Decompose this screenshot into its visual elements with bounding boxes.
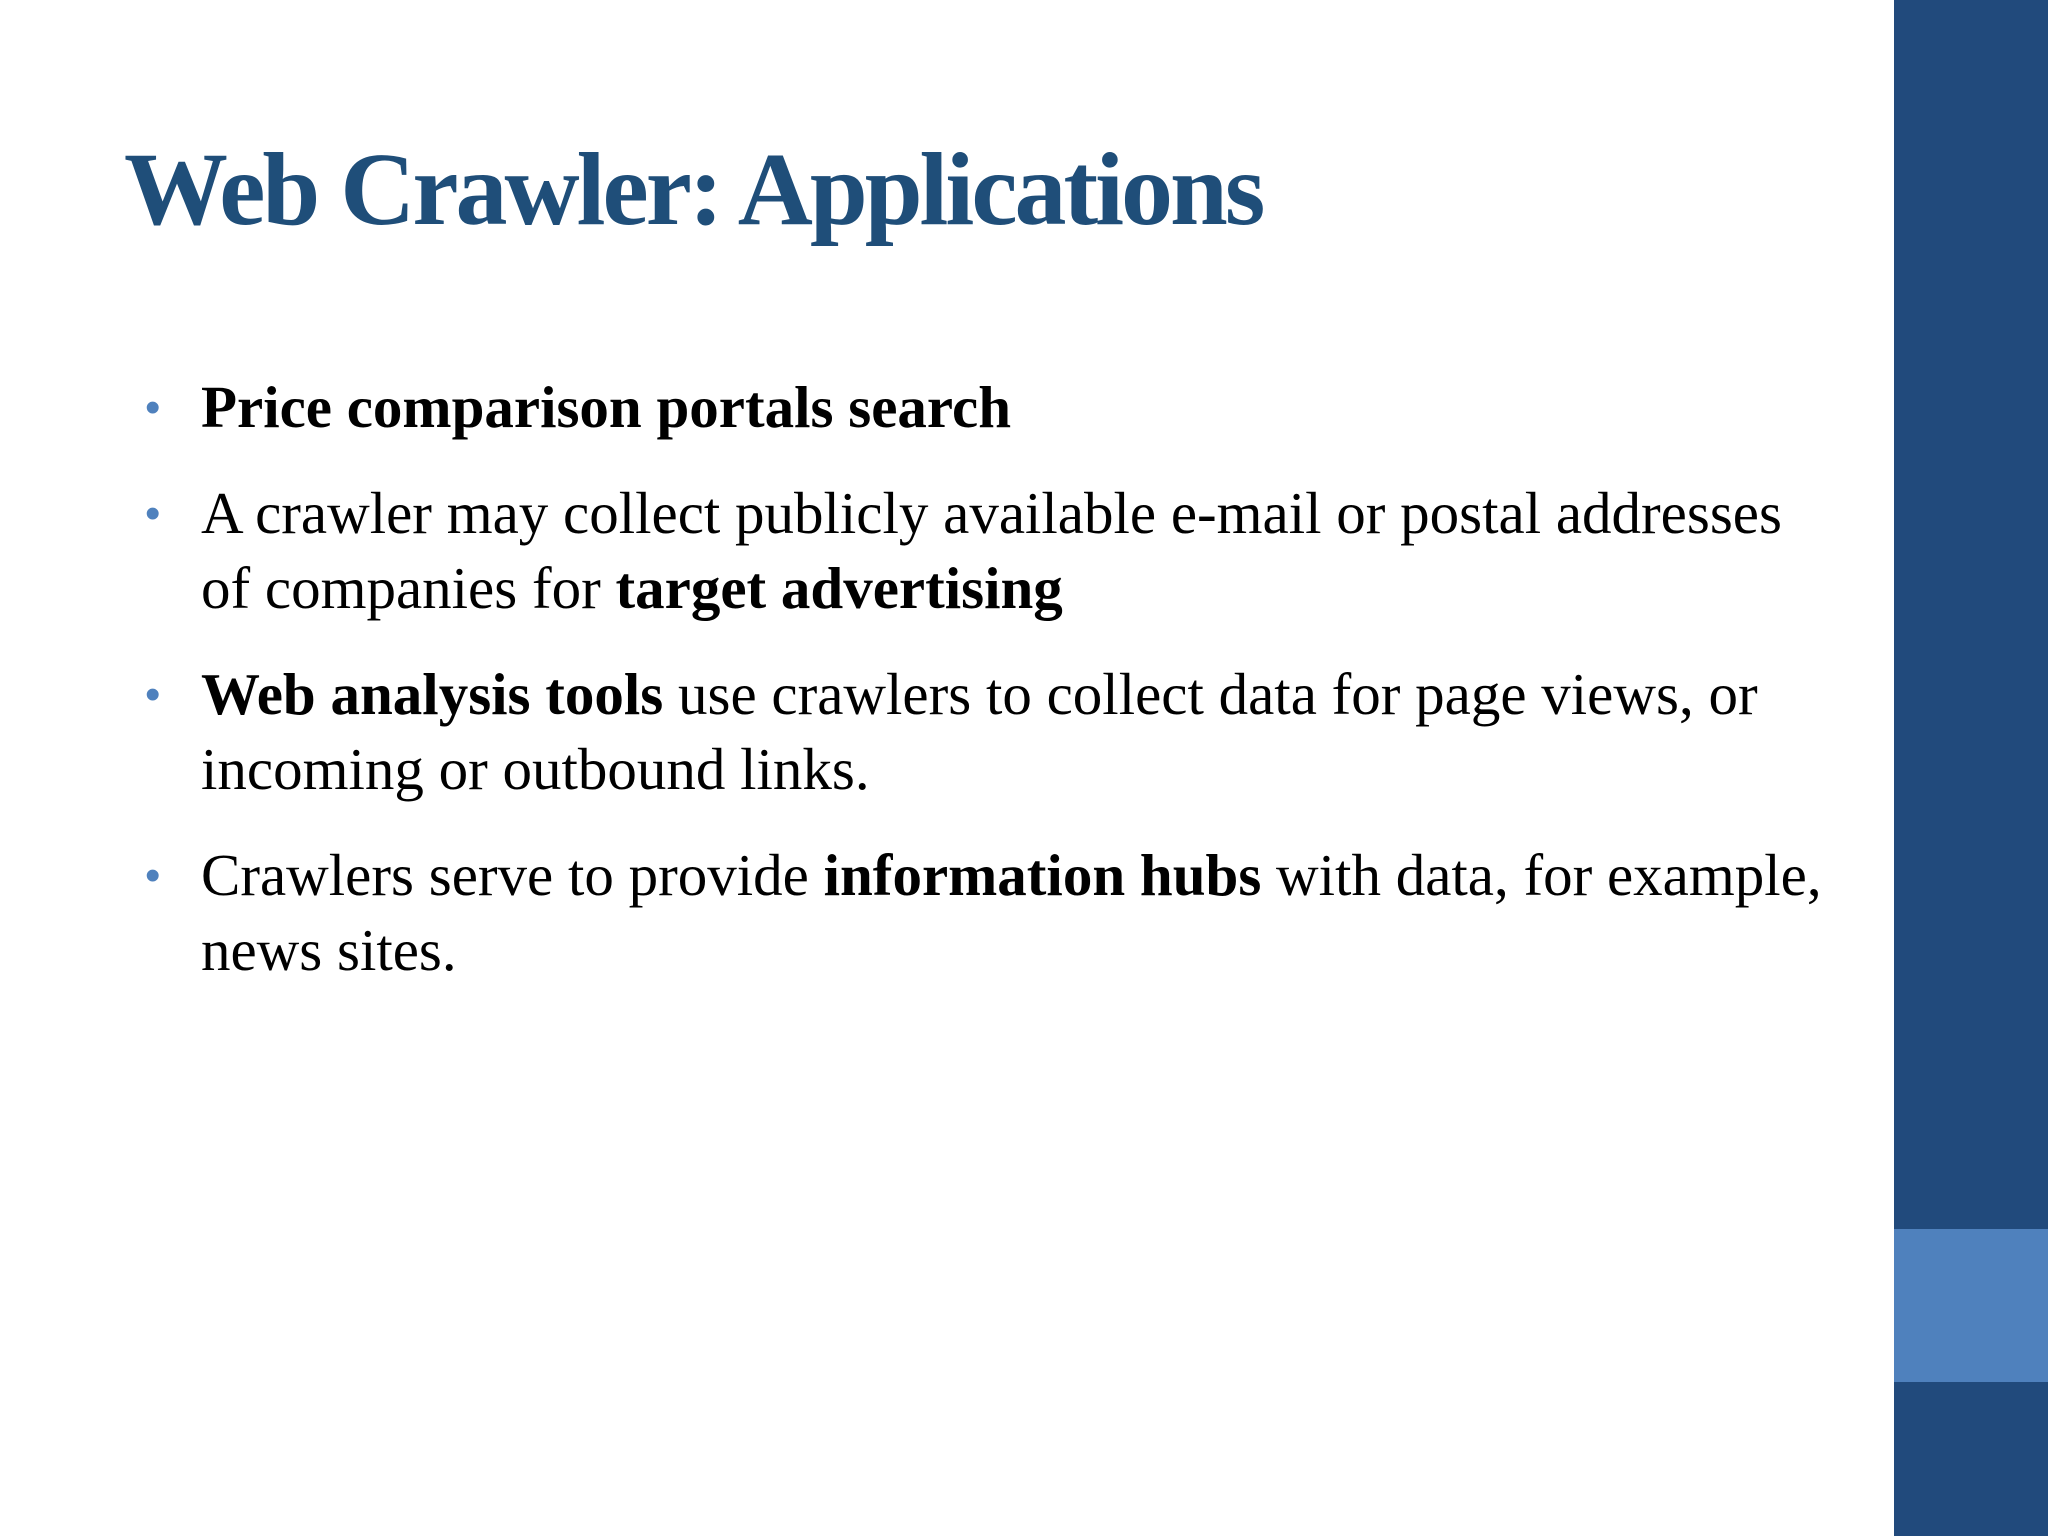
bullet-text-bold: Web analysis tools — [201, 661, 664, 727]
bullet-item-price-comparison — [145, 370, 1825, 445]
slide-title: Web Crawler: Applications — [124, 132, 1263, 247]
bullet-text-bold: Price comparison portals search — [201, 374, 1012, 440]
bullet-point-icon: • — [145, 383, 161, 432]
bullet-text-bold: information hubs — [823, 842, 1262, 908]
bullet-point-icon: • — [145, 489, 161, 538]
bullet-text-bold: target advertising — [615, 555, 1063, 621]
bullet-point-icon: • — [145, 851, 161, 900]
bullet-text: with data, for example, news sites. — [201, 842, 1822, 983]
bullet-text: Crawlers serve to provide — [201, 842, 824, 908]
bullet-list — [145, 370, 1825, 1019]
side-accent-block — [1894, 1229, 2048, 1382]
bullet-text: use crawlers to collect data for page views, or incoming or outbound links. — [201, 661, 1758, 802]
bullet-point-icon: • — [145, 670, 161, 719]
bullet-item-information-hubs — [145, 838, 1825, 988]
bullet-item-target-advertising — [145, 476, 1825, 626]
bullet-text: A crawler may collect publicly available e-mail or postal addresses of companies for — [201, 480, 1782, 621]
bullet-item-web-analysis — [145, 657, 1825, 807]
